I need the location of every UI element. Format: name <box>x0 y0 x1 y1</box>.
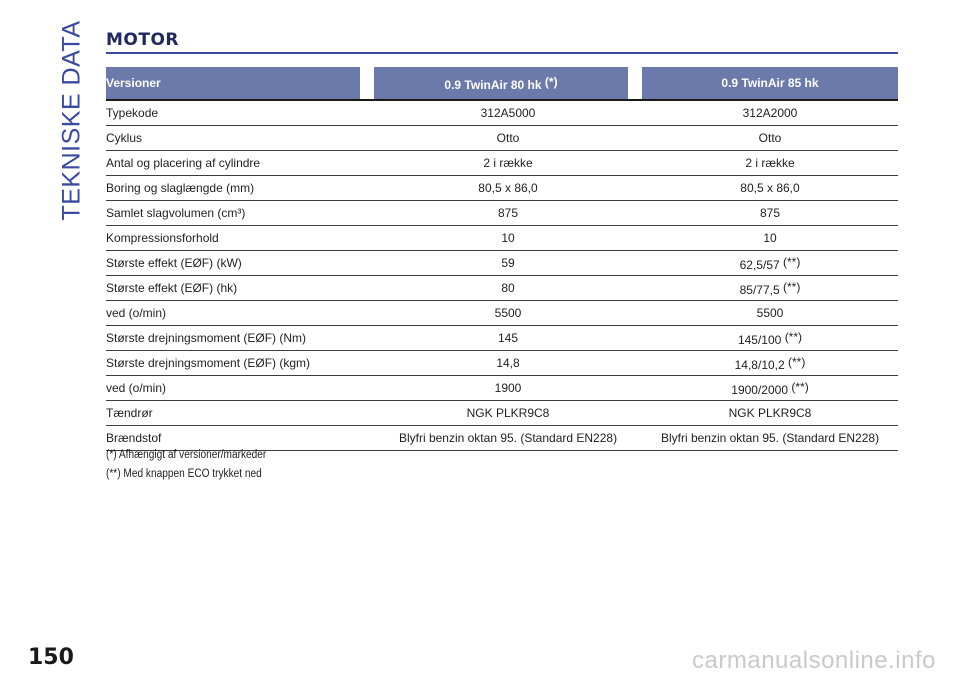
header-version-80hk <box>374 67 628 100</box>
header-gap <box>360 67 374 100</box>
spec-value-80hk: NGK PLKR9C8 <box>374 401 642 426</box>
footnote-mark: (**) <box>783 279 801 294</box>
spec-label: Kompressionsforhold <box>106 226 374 251</box>
spec-label: Boring og slaglængde (mm) <box>106 176 374 201</box>
footnote-mark: (**) <box>788 354 806 369</box>
spec-value-80hk: Blyfri benzin oktan 95. (Standard EN228) <box>374 426 642 451</box>
spec-label: ved (o/min) <box>106 301 374 326</box>
spec-value-80hk: Otto <box>374 126 642 151</box>
spec-value-85hk-text: 62,5/57 <box>739 257 780 272</box>
side-section-title <box>52 19 92 221</box>
spec-value-80hk: 10 <box>374 226 642 251</box>
footnote-1: (*) Afhængigt af versioner/markeder <box>106 449 267 461</box>
spec-value-85hk-text: 85/77,5 <box>739 282 780 297</box>
footnote-2: (**) Med knappen ECO trykket ned <box>106 468 262 480</box>
table-row <box>106 351 898 376</box>
spec-value-85hk <box>642 100 898 126</box>
watermark-text: carmanualsonline.info <box>692 647 936 674</box>
table-row <box>106 251 898 276</box>
spec-label: Typekode <box>106 100 374 126</box>
spec-value-80hk: 59 <box>374 251 642 276</box>
spec-value-85hk <box>642 376 898 401</box>
spec-value-85hk <box>642 251 898 276</box>
spec-value-85hk <box>642 401 898 426</box>
spec-value-80hk: 145 <box>374 326 642 351</box>
table-row <box>106 126 898 151</box>
engine-spec-table <box>106 67 898 451</box>
spec-value-85hk-text: 312A2000 <box>742 106 798 120</box>
spec-value-85hk-text: 875 <box>759 206 781 220</box>
spec-value-85hk-text: Blyfri benzin oktan 95. (Standard EN228) <box>660 431 880 445</box>
spec-label: Største drejningsmoment (EØF) (kgm) <box>106 351 374 376</box>
spec-label: Brændstof <box>106 426 374 451</box>
section-header <box>106 30 898 54</box>
side-section-title-text: TEKNISKE DATA <box>57 19 86 221</box>
spec-value-85hk-text: 14,8/10,2 <box>734 357 785 372</box>
spec-value-85hk <box>642 151 898 176</box>
footnote-mark: (**) <box>783 254 801 269</box>
spec-value-85hk-text: 10 <box>763 231 777 245</box>
spec-value-85hk <box>642 301 898 326</box>
spec-value-85hk-text: 145/100 <box>737 332 782 347</box>
table-row <box>106 401 898 426</box>
header-version-80hk-label: 0.9 TwinAir 80 hk <box>444 77 542 92</box>
spec-value-85hk-text: Otto <box>758 131 782 145</box>
spec-value-80hk: 1900 <box>374 376 642 401</box>
table-header-row <box>106 67 898 100</box>
spec-value-80hk: 14,8 <box>374 351 642 376</box>
table-row <box>106 301 898 326</box>
spec-value-80hk: 80 <box>374 276 642 301</box>
spec-label: Største effekt (EØF) (hk) <box>106 276 374 301</box>
spec-label: Samlet slagvolumen (cm³) <box>106 201 374 226</box>
spec-value-85hk <box>642 326 898 351</box>
spec-label: Cyklus <box>106 126 374 151</box>
table-row <box>106 226 898 251</box>
header-versions: Versioner <box>106 67 360 100</box>
spec-value-80hk: 80,5 x 86,0 <box>374 176 642 201</box>
spec-value-80hk: 875 <box>374 201 642 226</box>
table-row <box>106 276 898 301</box>
table-row <box>106 100 898 126</box>
spec-label: Største effekt (EØF) (kW) <box>106 251 374 276</box>
spec-value-85hk-text: 2 i række <box>745 156 795 170</box>
spec-label: Tændrør <box>106 401 374 426</box>
header-version-85hk: 0.9 TwinAir 85 hk <box>642 67 898 100</box>
table-row <box>106 201 898 226</box>
spec-value-85hk-text: NGK PLKR9C8 <box>728 406 812 420</box>
spec-value-85hk <box>642 276 898 301</box>
header-footnote-mark: (*) <box>544 74 558 89</box>
spec-label: Antal og placering af cylindre <box>106 151 374 176</box>
spec-value-85hk-text: 1900/2000 <box>731 382 789 397</box>
section-title: MOTOR <box>106 30 180 50</box>
spec-value-85hk-text: 80,5 x 86,0 <box>740 181 800 195</box>
spec-value-85hk-text: 5500 <box>756 306 784 320</box>
table-row <box>106 376 898 401</box>
spec-value-85hk <box>642 176 898 201</box>
page-number: 150 <box>28 645 74 670</box>
spec-value-85hk <box>642 201 898 226</box>
table-row <box>106 426 898 451</box>
spec-value-80hk: 312A5000 <box>374 100 642 126</box>
spec-value-85hk <box>642 351 898 376</box>
spec-value-85hk <box>642 426 898 451</box>
spec-label: ved (o/min) <box>106 376 374 401</box>
footnote-mark: (**) <box>784 329 803 344</box>
spec-label: Største drejningsmoment (EØF) (Nm) <box>106 326 374 351</box>
spec-value-80hk: 5500 <box>374 301 642 326</box>
table-row <box>106 176 898 201</box>
spec-value-80hk: 2 i række <box>374 151 642 176</box>
table-row <box>106 151 898 176</box>
spec-value-85hk <box>642 126 898 151</box>
footnote-mark: (**) <box>791 379 809 394</box>
header-gap <box>628 67 642 100</box>
spec-value-85hk <box>642 226 898 251</box>
table-row <box>106 326 898 351</box>
